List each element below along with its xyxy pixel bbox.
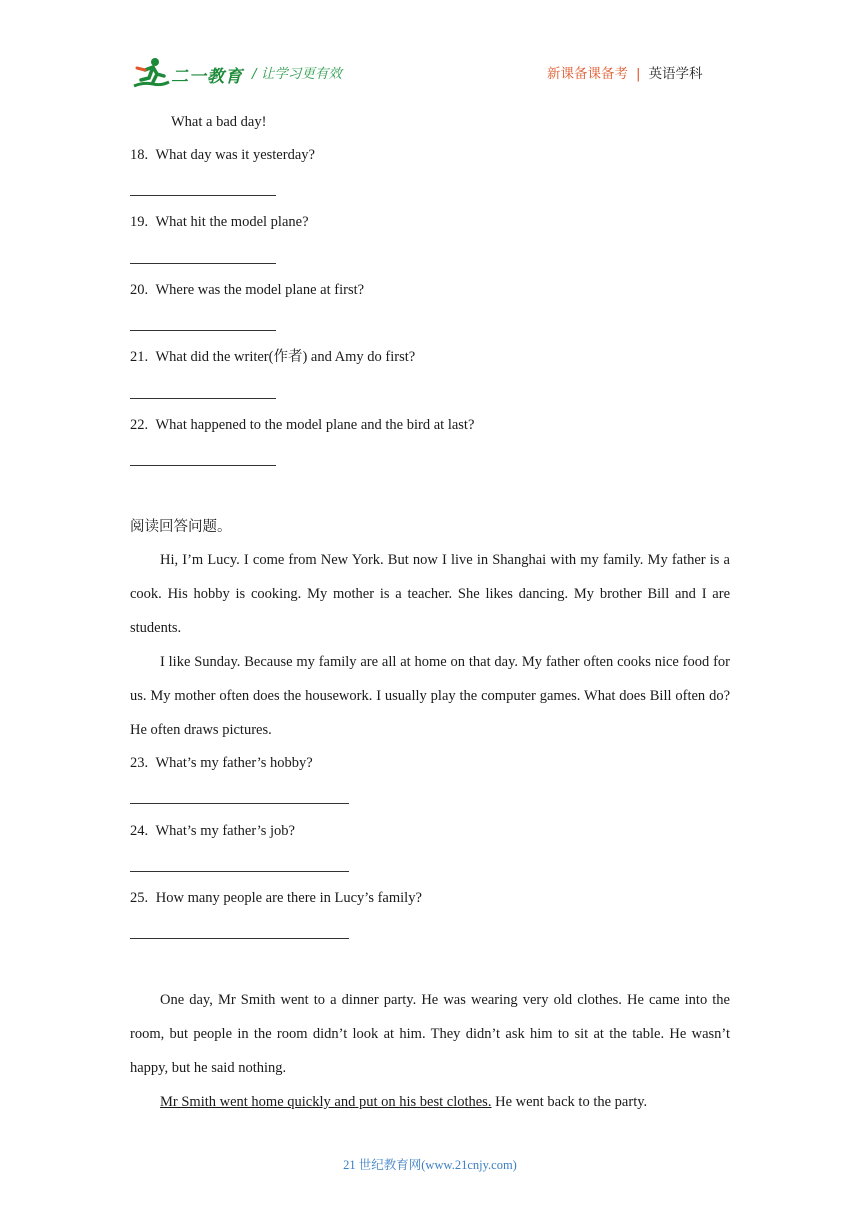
answer-blank[interactable] [130,465,276,466]
question-text: What happened to the model plane and the bird at last? [155,417,475,433]
question-text: How many people are there in Lucy’s family? [155,890,422,906]
page-footer: 21 世纪教育网(www.21cnjy.com) [343,1158,517,1172]
question-number: 24. [130,823,149,839]
logo-text: 二一教育 [171,67,243,87]
passage-paragraph: Hi, I’m Lucy. I come from New York. But now I live in Shanghai with my family. My father is a cook. His hobby is cooking. My mother is a teacher. She likes dancing. My brother Bill and I are students. [130,552,730,636]
logo [131,56,241,90]
answer-blank[interactable] [130,263,276,264]
question-text: What’s my father’s hobby? [155,755,313,771]
question-text: What hit the model plane? [155,214,309,230]
page-header [0,0,860,100]
question-text: Where was the model plane at first? [155,282,365,298]
question-number: 20. [130,282,149,298]
header-subject: 英语学科 [648,66,703,82]
answer-blank[interactable] [130,330,276,331]
sentence-rest: He went back to the party. [491,1094,648,1110]
question-number: 19. [130,214,149,230]
question-number: 22. [130,417,149,433]
question-number: 23. [130,755,149,771]
question-24 [130,822,295,840]
question-text: What day was it yesterday? [155,147,315,163]
header-separator: | [636,66,641,82]
question-22 [130,416,474,434]
question-text: What’s my father’s job? [155,823,295,839]
runner-logo-icon [131,56,171,90]
underlined-sentence: Mr Smith went home quickly and put on his best clothes. [160,1094,492,1110]
section-instruction: 阅读回答问题。 [130,519,232,535]
question-20 [130,281,364,299]
question-18 [130,146,315,164]
passage-paragraph: One day, Mr Smith went to a dinner party. He was wearing very old clothes. He came into the room, but people in the room didn’t look at him. They didn’t ask him to sit at the table. He wasn’t happy, but he said nothing. [130,992,730,1076]
header-org: 新课备课备考 [547,66,628,82]
reading-passage-c [130,983,730,1119]
question-19 [130,213,309,231]
passage-paragraph: I like Sunday. Because my family are all at home on that day. My father often cooks nice food for us. My mother often does the housework. I usually play the computer games. What does Bill often do? He often draws pictures. [130,654,730,738]
question-number: 21. [130,349,149,365]
question-number: 25. [130,890,149,906]
question-23 [130,754,313,772]
question-25 [130,889,422,907]
question-21 [130,348,415,366]
question-number: 18. [130,147,149,163]
answer-blank[interactable] [130,803,349,804]
answer-blank[interactable] [130,938,349,939]
header-slogan: / 让学习更有效 [252,66,342,82]
header-right [547,62,703,82]
answer-blank[interactable] [130,398,276,399]
reading-passage-b [130,543,730,747]
answer-blank[interactable] [130,195,276,196]
question-text: What did the writer(作者) and Amy do first? [155,349,416,365]
passage-tail: What a bad day! [171,114,267,130]
passage-paragraph-2 [130,1085,730,1119]
answer-blank[interactable] [130,871,349,872]
